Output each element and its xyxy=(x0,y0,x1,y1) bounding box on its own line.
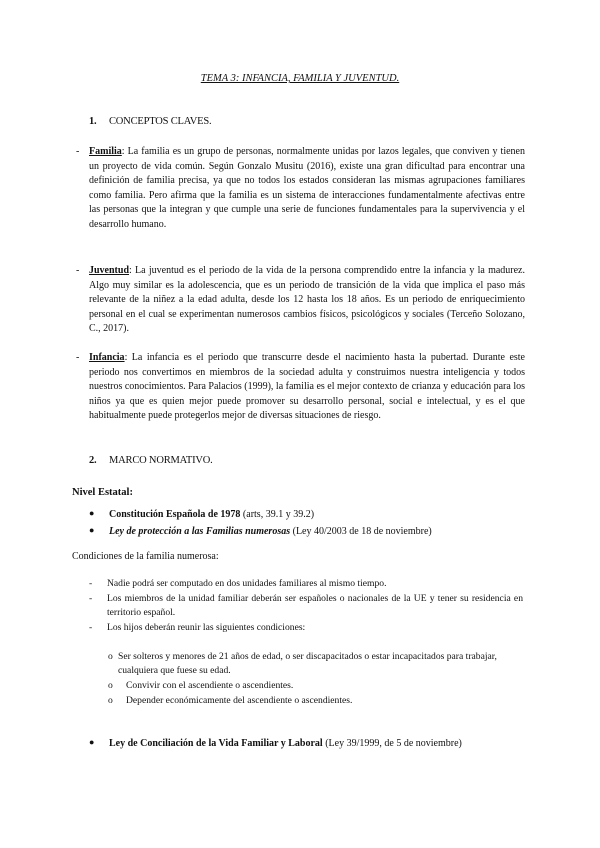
sub-condition-text: Ser solteros y menores de 21 años de edad, o ser discapacitados o estar incapacitados para trabajar, cualquiera que fuese su edad. xyxy=(118,651,497,676)
law-name: Ley de Conciliación de la Vida Familiar y Laboral xyxy=(109,738,323,749)
sub-condition-text: Depender económicamente del ascendiente o ascendientes. xyxy=(126,695,353,706)
definition-infancia xyxy=(76,351,525,424)
law-ref: (Ley 39/1999, de 5 de noviembre) xyxy=(322,738,462,749)
dash-marker: - xyxy=(89,622,93,633)
law-name: Constitución Española de 1978 xyxy=(109,509,241,520)
term-juventud: Juventud xyxy=(89,265,130,276)
condiciones-title: Condiciones de la familia numerosa: xyxy=(72,551,219,562)
definition-text: : La infancia es el periodo que transcurre desde el nacimiento hasta la pubertad. Durante este periodo nos convertimos en miembros de la sociedad adulta y construimos nuestra inteligencia y todos nuestros conocimientos. Para Palacios (1999), la familia es el mejor contexto de crianza y educación para los niños ya que es quien mejor puede promover su desarrollo personal, social e intelectual, y es el que habitualmente puede protegerlos mejor de diversas situaciones de riesgo. xyxy=(89,352,525,422)
definition-juventud xyxy=(76,264,525,337)
bullet-icon: ● xyxy=(89,508,95,518)
definition-text: : La familia es un grupo de personas, normalmente unidas por lazos legales, que conviven y tienen un proyecto de vida común. Según Gonzalo Musitu (2016), existe una gran dificultad para encontrar una definición de familia precisa, ya que no todos los estados consideran las mismas agrupaciones familiares como familia. Pero afirma que la familia es un sistema de interacciones fundamentalmente afectivas entre las personas que la integran y que cumple una serie de funciones fundamentales para la supervivencia y el desarrollo humano. xyxy=(89,146,525,230)
definition-text: : La juventud es el periodo de la vida de la persona comprendido entre la infancia y la madurez. Algo muy similar es la adolescencia, que es un periodo de transición de la vida que implica el paso más relevante de la niñez a la edad adulta, desde los 12 hasta los 18 años. Es un periodo de enriquecimiento personal en el cual se experimentan numerosos cambios físicos, psicológicos y sociales (Terceño Solozano, C., 2017). xyxy=(89,265,525,335)
document-title: TEMA 3: INFANCIA, FAMILIA Y JUVENTUD. xyxy=(200,73,400,84)
law-ref: (arts, 39.1 y 39.2) xyxy=(240,509,315,520)
condition-text: Nadie podrá ser computado en dos unidades familiares al mismo tiempo. xyxy=(107,578,387,589)
dash-marker: - xyxy=(76,265,80,276)
circle-marker: o xyxy=(108,680,113,691)
definition-familia xyxy=(76,145,525,233)
sub-condition-text: Convivir con el ascendiente o ascendientes. xyxy=(126,680,294,691)
section-number: 2. xyxy=(89,455,97,466)
law-name: Ley de protección a las Familias numerosas xyxy=(109,526,291,537)
circle-marker: o xyxy=(108,651,113,662)
bullet-icon: ● xyxy=(89,525,95,535)
section-heading-marco xyxy=(89,455,213,466)
nivel-estatal-heading: Nivel Estatal: xyxy=(72,487,133,498)
term-familia: Familia xyxy=(89,146,122,157)
dash-marker: - xyxy=(89,593,93,604)
bullet-icon: ● xyxy=(89,737,95,747)
term-infancia: Infancia xyxy=(89,352,125,363)
section-number: 1. xyxy=(89,116,97,127)
dash-marker: - xyxy=(76,352,80,363)
circle-marker: o xyxy=(108,695,113,706)
condition-text: Los miembros de la unidad familiar deberán ser españoles o nacionales de la UE y tener su residencia en territorio español. xyxy=(107,593,523,618)
law-ref: (Ley 40/2003 de 18 de noviembre) xyxy=(290,526,432,537)
section-heading-conceptos xyxy=(89,116,211,127)
dash-marker: - xyxy=(89,578,93,589)
section-title: MARCO NORMATIVO. xyxy=(109,455,213,466)
condition-text: Los hijos deberán reunir las siguientes condiciones: xyxy=(107,622,306,633)
section-title: CONCEPTOS CLAVES. xyxy=(109,116,212,127)
dash-marker: - xyxy=(76,146,80,157)
